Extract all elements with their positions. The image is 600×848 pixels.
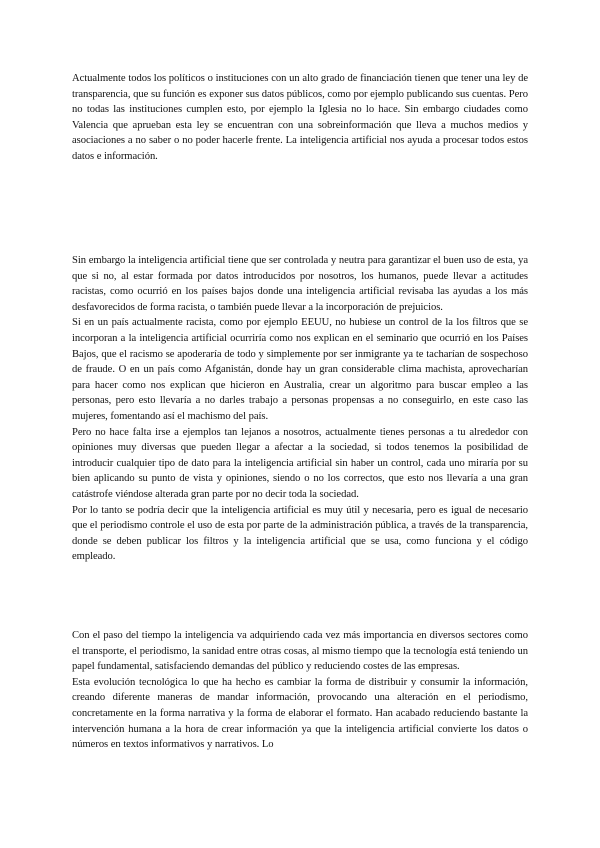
section-technology-evolution [72,628,528,753]
paragraph: Por lo tanto se podría decir que la inteligencia artificial es muy útil y necesaria, pero es igual de necesario que el periodismo controle el uso de esta por parte de la administración pública, a través de la transparencia, donde se deben publicar los filtros y la inteligencia artificial que se usa, como funciona y el código empleado. [72,504,528,563]
paragraph: Sin embargo la inteligencia artificial tiene que ser controlada y neutra para garantizar el buen uso de esta, ya que si no, al estar formada por datos introducidos por nosotros, los humanos, puede llevar a actitudes racistas, como ocurrió en los países bajos donde una inteligencia artificial revisaba las ayudas a los más desfavorecidos de forma racista, o también puede llevar a la incorporación de prejuicios. [72,255,528,313]
paragraph: Pero no hace falta irse a ejemplos tan lejanos a nosotros, actualmente tienes personas a tu alrededor con opiniones muy diversas que pueden llegar a afectar a la sociedad, si todos tenemos la posibilidad de introducir cualquier tipo de dato para la inteligencia artificial sin haber un control, cada uno miraría por su bien aplicando su punto de vista y opiniones, siendo o no los correctos, que esto nos llevaría a una gran catástrofe viéndose alterada gran parte por no decir toda la sociedad. [72,426,528,500]
paragraph: Esta evolución tecnológica lo que ha hecho es cambiar la forma de distribuir y consumir la información, creando diferente maneras de mandar información, provocando una alteración en el periodismo, concretamente en la forma narrativa y la forma de elaborar el formato. Han acabado reduciendo bastante la intervención humana a la hora de crear información ya que la inteligencia artificial convierte los datos o números en textos informativos y narrativos. Lo [72,676,528,751]
paragraph: Actualmente todos los políticos o instituciones con un alto grado de financiación tienen que tener una ley de transparencia, que su función es exponer sus datos públicos, como por ejemplo publicando sus cuentas. Pero no todas las instituciones cumplen esto, por ejemplo la Iglesia no lo hace. Sin embargo ciudades como Valencia que aprueban esta ley se encuentran con una sobreinformación que lleva a muchos medios y asociaciones a no saber o no poder hacerle frente. La inteligencia artificial nos ayuda a procesar todos estos datos e información. [72,73,528,162]
paragraph: Si en un país actualmente racista, como por ejemplo EEUU, no hubiese un control de la los filtros que se incorporan a la inteligencia artificial ocurriría como nos explican en el seminario que ocurrió en los Países Bajos, que el racismo se apoderaría de todo y simplemente por ser inmigrante ya te tacharían de sospechoso de fraude. O en un país como Afganistán, donde hay un gran considerable clima machista, aprovecharían para hacer como nos explican que hicieron en Australia, crear un algoritmo para buscar empleo a las personas, pero esto llevaría a no darles trabajo a personas propensas a no conseguirlo, en este caso las mujeres, fomentando así el machismo del país. [72,317,528,422]
section-ai-control [72,253,528,565]
section-transparency [72,71,528,165]
paragraph: Con el paso del tiempo la inteligencia va adquiriendo cada vez más importancia en diversos sectores como el transporte, el periodismo, la sanidad entre otras cosas, al mismo tiempo que la tecnología está teniendo un papel fundamental, satisfaciendo demandas del público y reduciendo costes de las empresas. [72,630,528,673]
